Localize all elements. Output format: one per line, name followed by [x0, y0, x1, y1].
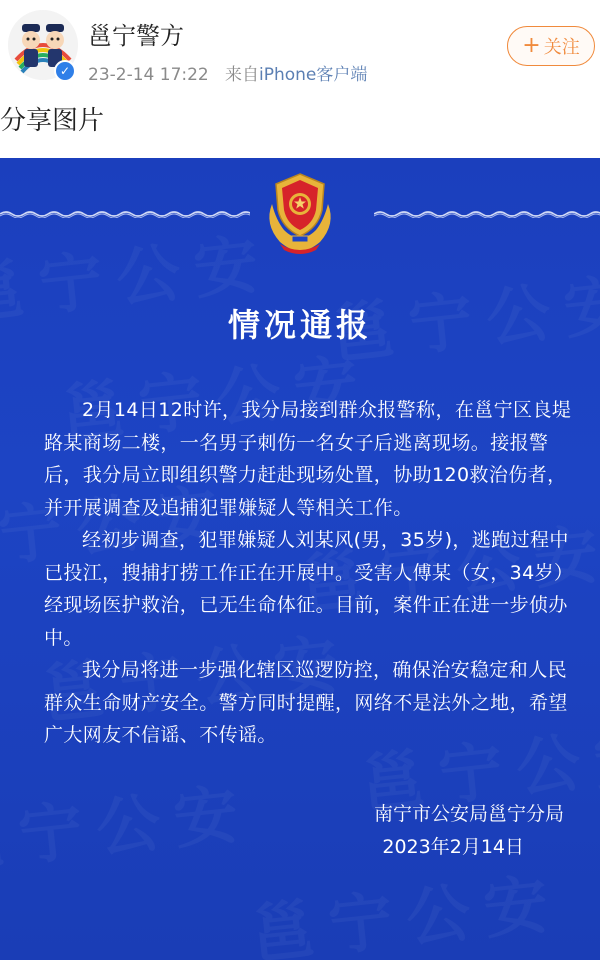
- notice-paragraph: 我分局将进一步强化辖区巡逻防控，确保治安稳定和人民群众生命财产安全。警方同时提醒，网络不是法外之地，希望广大网友不信谣、不传谣。: [44, 659, 568, 746]
- notice-image[interactable]: [0, 158, 600, 960]
- watermark: [0, 762, 256, 886]
- account-name[interactable]: 邕宁警方: [88, 22, 184, 50]
- watermark: [246, 852, 566, 960]
- follow-button[interactable]: [507, 26, 595, 66]
- post-source-prefix: 来自: [224, 65, 259, 85]
- notice-title: 情况通报: [227, 306, 372, 344]
- follow-label: 关注: [543, 37, 580, 58]
- post-header: [0, 0, 600, 158]
- notice-paragraph: 经初步调查，犯罪嫌疑人刘某风(男，35岁)，逃跑过程中已投江，搜捕打捞工作正在开展中。受害人傅某（女，34岁）经现场医护救治，已无生命体征。目前，案件正在进一步侦办中。: [44, 529, 574, 649]
- post-source: iPhone客户端: [258, 65, 368, 85]
- post-timestamp: 23-2-14 17:22: [88, 65, 209, 85]
- notice-paragraph: 2月14日12时许，我分局接到群众报警称，在邕宁区良堤路某商场二楼，一名男子刺伤一名女子后逃离现场。接报警后，我分局立即组织警力赶赴现场处置，协助120救治伤者，并开展调查及追捕犯罪嫌疑人等相关工作。: [44, 399, 572, 519]
- post-text: 分享图片: [0, 106, 105, 136]
- signature-org: 南宁市公安局邕宁分局: [373, 803, 564, 825]
- notice-signature: [374, 798, 564, 864]
- left-wave-line: [0, 210, 250, 218]
- notice-body: [44, 394, 574, 752]
- right-wave-line: [374, 210, 600, 218]
- police-emblem-icon: [258, 170, 342, 256]
- post-meta: [88, 60, 367, 85]
- signature-date: 2023年2月14日: [382, 836, 524, 858]
- plus-icon: +: [522, 33, 541, 58]
- verified-badge-icon: ✓: [54, 60, 76, 82]
